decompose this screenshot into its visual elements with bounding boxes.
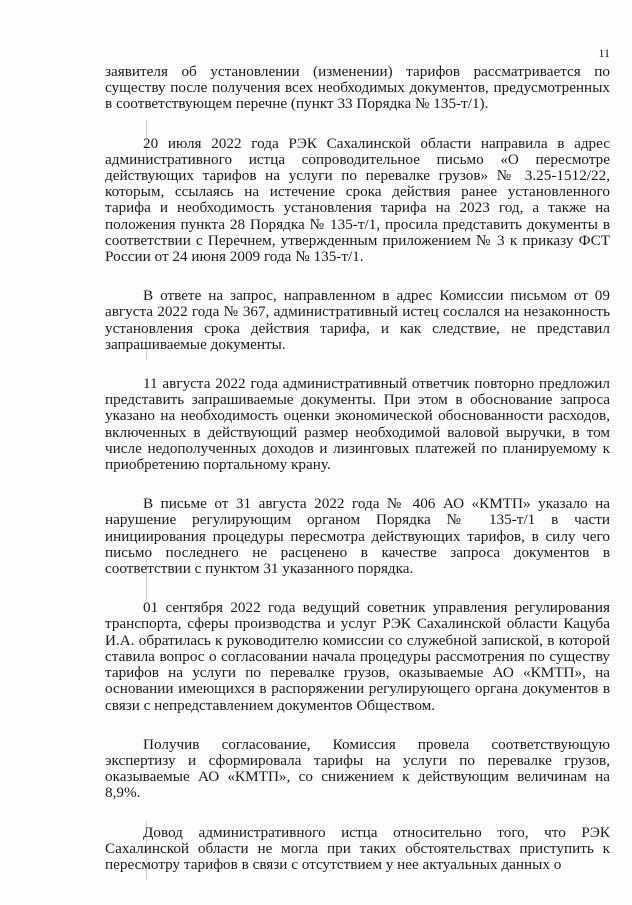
document-body <box>105 64 610 896</box>
paragraph: Получив согласование, Комиссия провела соответствующую экспертизу и сформировала тарифы на услуги по перевалке грузов, оказываемые АО «КМТП», со снижением к действующим величинам на 8,9%. <box>105 735 610 802</box>
paragraph: заявителя об установлении (изменении) тарифов рассматривается по существу после получения всех необходимых документов, предусмотренных в соответствующем перечне (пункт 33 Порядка № 135-т/1). <box>105 63 610 113</box>
paragraph: В письме от 31 августа 2022 года № 406 АО «КМТП» указало на нарушение регулирующим органом Порядка № 135-т/1 в части инициирования процедуры пересмотра действующих тарифов, в силу чего письмо последнего не расценено в качестве запроса документов в соответствии с пунктом 31 указанного порядка. <box>105 495 610 578</box>
page-number: 11 <box>598 46 610 60</box>
paragraph: 01 сентября 2022 года ведущий советник управления регулирования транспорта, сферы производства и услуг РЭК Сахалинской области Кацуба И.А. обратилась к руководителю комиссии со служебной запиской, в которой ставила вопрос о согласовании начала процедуры рассмотрения по существу тарифов на услуги по перевалке грузов, оказываемые АО «КМТП», на основании имеющихся в распоряжении регулирующего органа документов в связи с непредставлением документов Обществом. <box>105 599 610 714</box>
paragraph: 20 июля 2022 года РЭК Сахалинской области направила в адрес административного истца сопроводительное письмо «О пересмотре действующих тарифов на услуги по перевалке грузов» № 3.25-1512/22, которым, ссылаясь на истечение срока действия ранее установленного тарифа и необходимость установления тарифа на 2023 год, а также на положения пункта 28 Порядка № 135-т/1, просила представить документы в соответствии с Перечнем, утвержденным приложением № 3 к приказу ФСТ России от 24 июня 2009 года № 135-т/1. <box>105 134 610 266</box>
paragraph: Довод административного истца относительно того, что РЭК Сахалинской области не могла при таких обстоятельствах приступить к пересмотру тарифов в связи с отсутствием у нее актуальных данных о <box>105 823 610 873</box>
paragraph: 11 августа 2022 года административный ответчик повторно предложил представить запрашиваемые документы. При этом в обоснование запроса указано на необходимость оценки экономической обоснованности расходов, включенных в действующий размер необходимой валовой выручки, в том числе недополученных доходов и лизинговых платежей по планируемому к приобретению портальному крану. <box>105 375 610 474</box>
paragraph: В ответе на запрос, направленном в адрес Комиссии письмом от 09 августа 2022 года № 367, административный истец сослался на незаконность установления срока действия тарифа, и как следствие, не представил запрашиваемые документы. <box>105 287 610 353</box>
